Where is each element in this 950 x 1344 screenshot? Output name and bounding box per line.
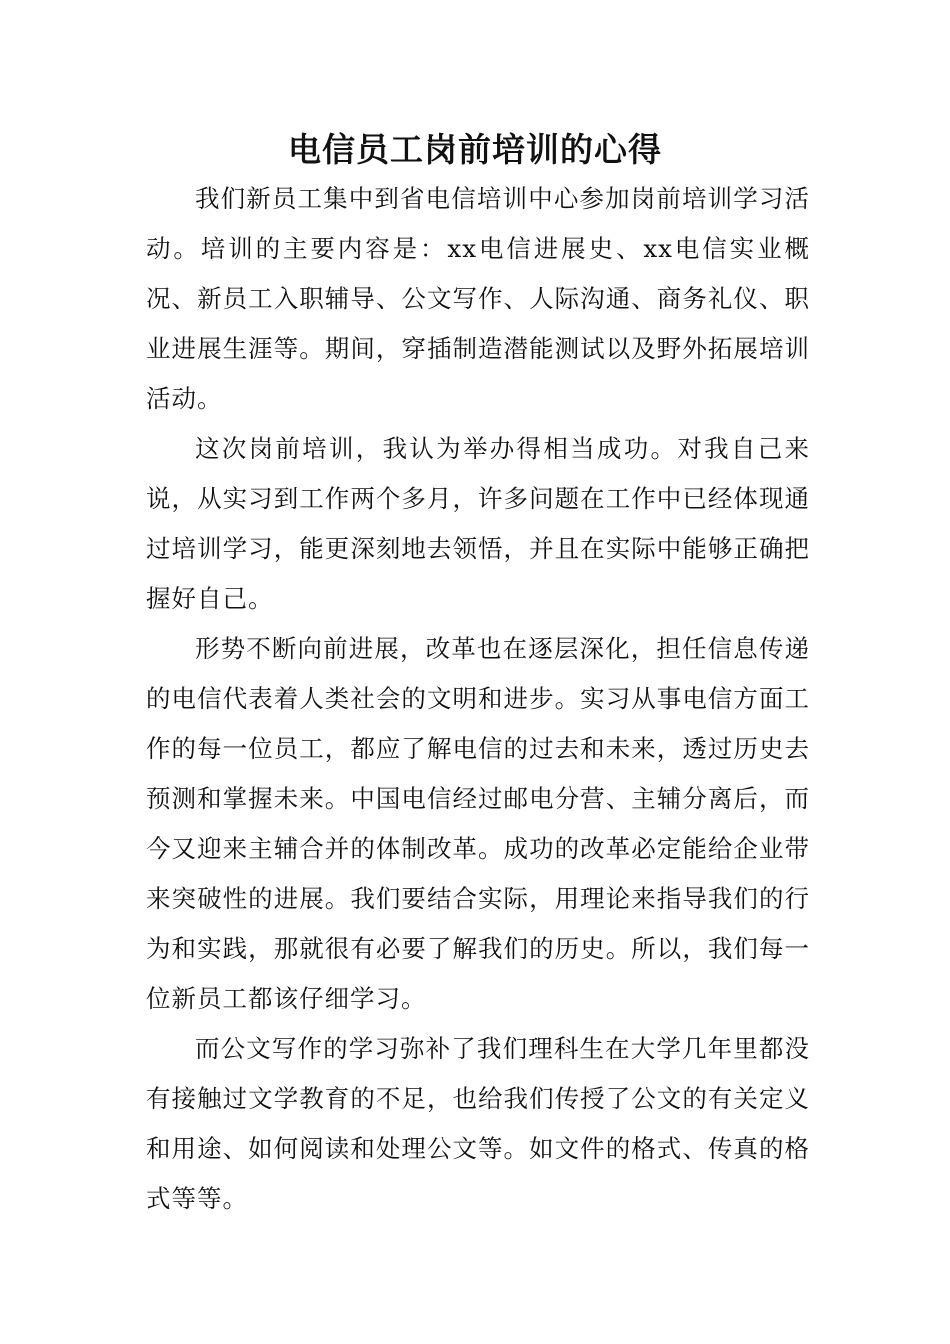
document-body	[146, 174, 810, 1224]
paragraph-1: 我们新员工集中到省电信培训中心参加岗前培训学习活动。培训的主要内容是：xx电信进展史、xx电信实业概况、新员工入职辅导、公文写作、人际沟通、商务礼仪、职业进展生涯等。期间，穿插制造潜能测试以及野外拓展培训活动。	[146, 184, 810, 413]
paragraph-4: 而公文写作的学习弥补了我们理科生在大学几年里都没有接触过文学教育的不足，也给我们传授了公文的有关定义和用途、如何阅读和处理公文等。如文件的格式、传真的格式等等。	[146, 1034, 810, 1213]
paragraph-2: 这次岗前培训，我认为举办得相当成功。对我自己来说，从实习到工作两个多月，许多问题在工作中已经体现通过培训学习，能更深刻地去领悟，并且在实际中能够正确把握好自己。	[146, 434, 810, 613]
paragraph-3: 形势不断向前进展，改革也在逐层深化，担任信息传递的电信代表着人类社会的文明和进步。实习从事电信方面工作的每一位员工，都应了解电信的过去和未来，透过历史去预测和掌握未来。中国电信经过邮电分营、主辅分离后，而今又迎来主辅合并的体制改革。成功的改革必定能给企业带来突破性的进展。我们要结合实际，用理论来指导我们的行为和实践，那就很有必要了解我们的历史。所以，我们每一位新员工都该仔细学习。	[146, 634, 810, 1013]
document-title: 电信员工岗前培训的心得	[288, 130, 662, 169]
